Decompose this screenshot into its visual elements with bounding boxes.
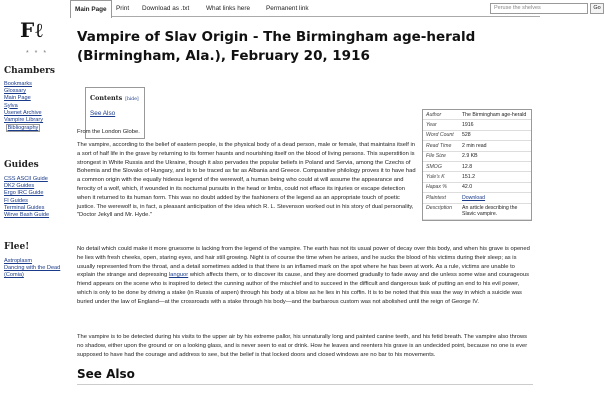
download-plaintext-link[interactable]: Download: [462, 194, 486, 201]
sidebar-item-css-ascii-guide[interactable]: CSS ASCII Guide: [4, 176, 48, 182]
infobox-row: [423, 151, 531, 161]
toc-title: [90, 94, 140, 102]
site-logo[interactable]: Fℓ: [20, 18, 44, 42]
infobox-row: [423, 182, 531, 192]
toc-item-see-also[interactable]: See Also: [90, 110, 116, 117]
sidebar-item-fl-guides[interactable]: Fl Guides: [4, 197, 28, 204]
infobox-value: 42.0: [459, 182, 531, 192]
infobox-value: 151.2: [459, 172, 531, 182]
paragraph-text: No detail which could make it more gruesome is lacking from the legend of the vampire. The earth has not its usual power of decay over this body, and when his grave is opened he lies with fresh cheeks, open, staring eyes, and hair still growing. Night is of course the time when he arises, and he sucks the blood of his victims during their sleep; as is usually represented from the throat, and a detail sometimes added is that there is an inflamed mark on the spot where he has been at work. As a rule, victims are unable to explain the strange and depressing: [77, 246, 530, 279]
infobox-key: Year: [423, 120, 459, 130]
page-title: Vampire of Slav Origin - The Birmingham age-herald (Birmingham, Ala.), February 20, 1916: [77, 29, 476, 64]
section-divider: [77, 384, 533, 385]
infobox-row: [423, 161, 531, 171]
guides-list: [4, 176, 49, 219]
infobox-row: [423, 203, 531, 220]
sidebar-item-dk2-guides[interactable]: DK2 Guides: [4, 183, 35, 190]
sidebar-item-main-page[interactable]: Main Page: [4, 95, 31, 102]
tab-what-links-here[interactable]: What links here: [206, 5, 251, 12]
sidebar-item-terminal-guides[interactable]: Terminal Guides: [4, 204, 45, 211]
sidebar-item-vampire-library[interactable]: Vampire Library: [4, 117, 44, 124]
infobox-value: The Birmingham age-herald: [459, 110, 531, 120]
sidebar-item-dancing-with-the-dead[interactable]: Dancing with the Dead (Comia): [4, 265, 61, 279]
go-button[interactable]: Go: [590, 3, 604, 14]
guides-heading: Guides: [4, 160, 39, 170]
flee-list: [4, 258, 68, 280]
infobox-row: [423, 193, 531, 203]
sidebar-item-usenet-archive[interactable]: Usenet Archive: [4, 109, 42, 116]
chambers-list: [4, 81, 43, 132]
infobox-value: 12.8: [459, 161, 531, 171]
logo-stars: * * *: [26, 50, 49, 57]
paragraph-body: The vampire, according to the belief of eastern people, is the physical body of a dead person, male or female, that maintains itself in a sort of half life in the grave by returning to its former haunts and nourishing itself on the blood of living persons. This superstition is strongest in White Russia and the Ukraine, though it also pervades the popular beliefs in Poland and Servia, among the Czechs of Bohemia and the Slovaks of Hungary, and is to be traced as far as Albania and Greece. Comparative philology proves it to have had a common origin with the equally hideous legend of the werewolf, a human being who could at will assume the appearance and ferocity of a wolf, which, if wounded in its nocturnal pursuits in the head or limbs, could not efface its injuries or escape detection when it returned to its human form. This was no doubt added by the fashioners of the legend as an appropriate touch of poetic justice. The werewolf is, in fact, a pleasant anticipation of the idea which R. L. Stevenson worked out in his story of dual personality, "Doctor Jekyll and Mr. Hyde.": [77, 142, 416, 219]
infobox-row: [423, 130, 531, 140]
infobox-key: Word Count: [423, 130, 459, 140]
infobox-row: [423, 110, 531, 120]
infobox: [422, 109, 532, 221]
infobox-key: File Size: [423, 151, 459, 161]
infobox-value: 2 min read: [459, 141, 531, 151]
infobox-value: 2.9 KB: [459, 151, 531, 161]
paragraph-source: From the London Globe.: [77, 129, 140, 135]
infobox-key: Author: [423, 110, 459, 120]
infobox-row: [423, 120, 531, 130]
toc-title-text: Contents: [90, 94, 123, 102]
main-content: [77, 17, 533, 405]
infobox-key: Plaintext: [423, 193, 459, 203]
flee-heading: Flee!: [4, 242, 30, 252]
infobox-row: [423, 172, 531, 182]
sidebar-item-astroplasm[interactable]: Astroplasm: [4, 258, 32, 264]
sidebar-item-bookmarks[interactable]: Bookmarks: [4, 81, 32, 87]
sidebar-item-bibliography[interactable]: Bibliography: [7, 125, 39, 132]
glossary-link-languor[interactable]: languor: [168, 272, 189, 279]
search-input[interactable]: Peruse the shelves: [490, 3, 588, 14]
toc-hide-toggle[interactable]: [hide]: [125, 97, 139, 102]
infobox-key: Yule's K: [423, 172, 459, 182]
infobox-value: An article describing the Slavic vampire.: [459, 203, 531, 220]
infobox-value: 1916: [459, 120, 531, 130]
see-also-heading: See Also: [77, 367, 135, 381]
infobox-key: Read Time: [423, 141, 459, 151]
tab-main-page[interactable]: Main Page: [70, 0, 112, 18]
tab-print[interactable]: Print: [116, 5, 130, 12]
sidebar-item-glossary[interactable]: Glossary: [4, 88, 27, 95]
tab-download-txt[interactable]: Download as .txt: [142, 5, 190, 12]
chambers-heading: Chambers: [4, 66, 55, 76]
top-navigation: [70, 0, 601, 17]
infobox-key: Description: [423, 203, 459, 220]
sidebar-item-ergo-irc-guide[interactable]: Ergo IRC Guide: [4, 190, 44, 197]
sidebar-item-sylva[interactable]: Sylva: [4, 102, 18, 109]
sidebar: [0, 0, 70, 405]
paragraph-body: The vampire is to be detected during his visits to the upper air by his extreme pallor, his unnaturally long and painted canine teeth, and his fetid breath. The vampire also throws no shadow, either upon the ground or on a looking glass, and is never seen to eat or drink. How he leaves and reenters his grave is an undecided point, because no one is ever supposed to have had the courage and address to see, but the belief is that locked doors and closed windows are no bar to his movements.: [77, 334, 528, 358]
infobox-key: Hapax %: [423, 182, 459, 192]
infobox-row: [423, 141, 531, 151]
infobox-key: SMOG: [423, 161, 459, 171]
tab-permanent-link[interactable]: Permanent link: [266, 5, 309, 12]
paragraph-text: which affects them, or to discover its cause, and they are doomed gradually to fade away and die unless some wise and courageous friend appears on the scene who is inspired to detect the cunning author of the mischief and to succeed in the difficult and dangerous task of putting an end to his evil power, which is only to be done by driving a stake (in Russia of aspen) through his body at a blow as he lies in his coffin. It is to be noted that this was the way in which a suicide was buried under the law of England—at the crossroads with a stake through his body—and the barbarous custom was not abolished until the reign of George IV.: [77, 272, 530, 305]
paragraph-body: [77, 245, 533, 307]
infobox-value: 528: [459, 130, 531, 140]
sidebar-item-wirve-bash-guide[interactable]: Wirve Bash Guide: [4, 212, 50, 219]
